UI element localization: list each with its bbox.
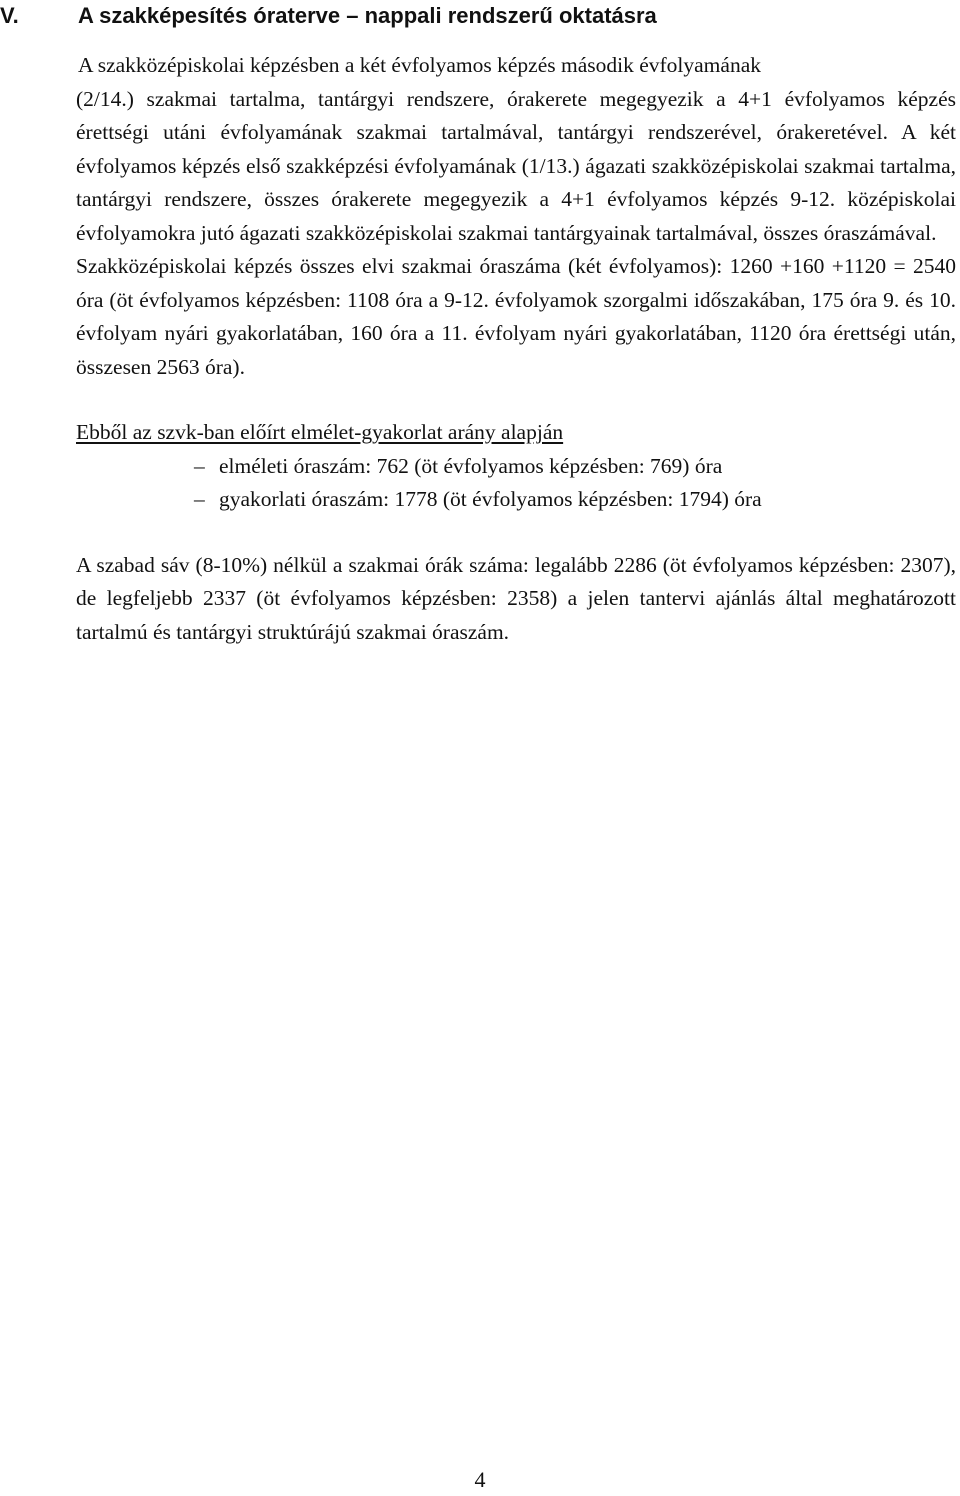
dash-marker: –	[194, 453, 205, 478]
paragraph-free-band: A szabad sáv (8-10%) nélkül a szakmai órák száma: legalább 2286 (öt évfolyamos képzésben: 2307), de legfeljebb 2337 (öt évfolyamos képzésben: 2358) a jelen tantervi ajánlás által meghatározott tartalmú és tantárgyi struktúrájú szakmai óraszám.	[76, 552, 956, 644]
spacer	[76, 384, 956, 416]
spacer	[76, 517, 956, 549]
ratio-heading-text: Ebből az szvk-ban előírt elmélet-gyakorlat arány alapján	[76, 420, 564, 444]
document-body	[76, 49, 956, 649]
paragraph-intro: (2/14.) szakmai tartalma, tantárgyi rendszere, órakerete megegyezik a 4+1 évfolyamos képzés érettségi utáni évfolyamának szakmai tartalmával, tantárgyi rendszerével, órakeretével. A két évfolyamos képzés első szakképzési évfolyamának (1/13.) ágazati szakközépiskolai szakmai tartalma, tantárgyi rendszere, összes órakerete megegyezik a 4+1 évfolyamos képzés 9-12. középiskolai évfolyamokra jutó ágazati szakközépiskolai szakmai tantárgyainak tartalmával, összes óraszámával.	[76, 86, 956, 245]
ratio-heading	[76, 416, 956, 450]
dash-marker: –	[194, 487, 205, 511]
ratio-item-text: elméleti óraszám: 762 (öt évfolyamos képzésben: 769) óra	[219, 453, 723, 478]
ratio-item-text: gyakorlati óraszám: 1778 (öt évfolyamos képzésben: 1794) óra	[219, 487, 762, 511]
page-number: 4	[474, 1467, 486, 1492]
ratio-list	[76, 450, 956, 517]
section-number: V.	[0, 3, 19, 28]
ratio-item-theory	[76, 450, 956, 484]
paragraph-intro-first-line: A szakközépiskolai képzésben a két évfolyamos képzés második évfolyamának	[78, 53, 761, 77]
section-title: A szakképesítés óraterve – nappali rendszerű oktatásra	[78, 3, 657, 28]
paragraph-hours: Szakközépiskolai képzés összes elvi szakmai óraszáma (két évfolyamos): 1260 +160 +1120 = 2540 óra (öt évfolyamos képzésben: 1108 óra a 9-12. évfolyamok szorgalmi időszakában, 175 óra 9. és 10. évfolyam nyári gyakorlatában, 160 óra a 11. évfolyam nyári gyakorlatában, 1120 óra érettségi után, összesen 2563 óra).	[76, 254, 956, 379]
ratio-item-practice	[76, 483, 956, 517]
